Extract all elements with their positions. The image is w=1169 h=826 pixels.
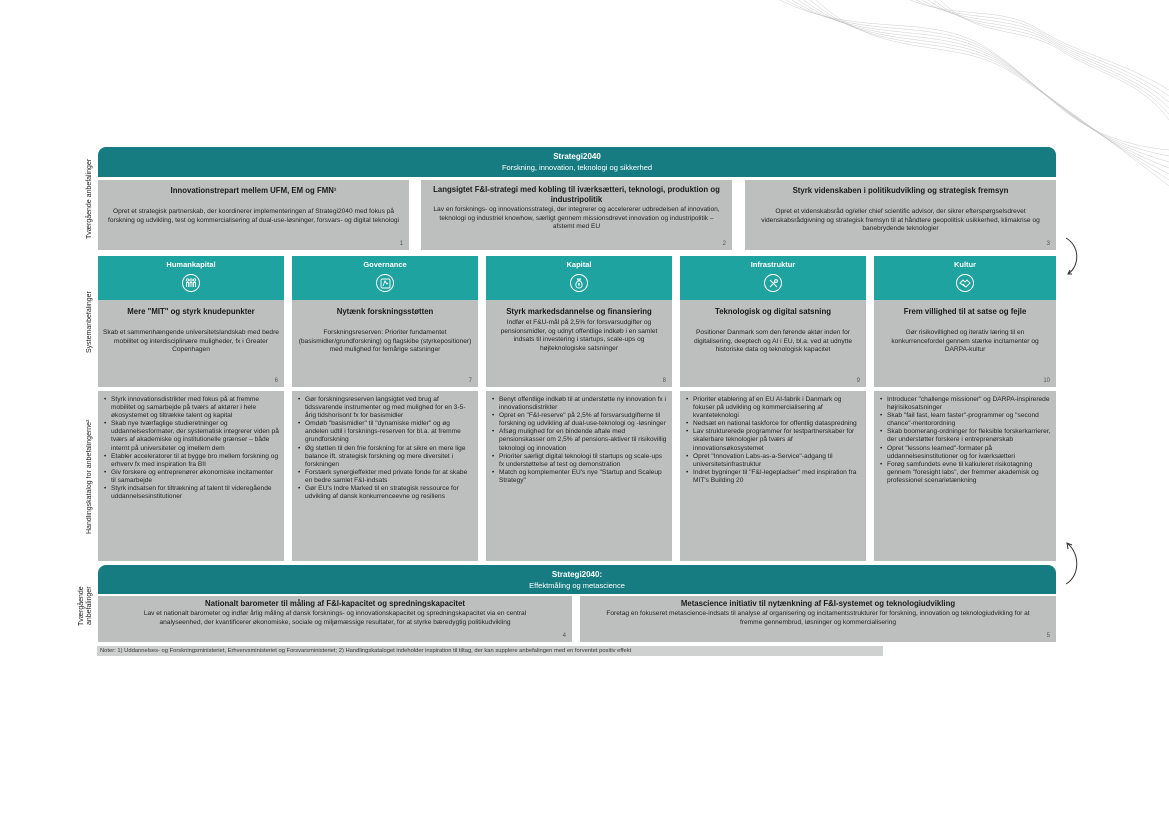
bottom-box-title: Nationalt barometer til måling af F&I-kapacitet og spredningskapacitet (205, 599, 465, 608)
top-box-number: 3 (1046, 241, 1050, 247)
list-item: • Benyt offentlige indkøb til at understøtte ny innovation fx i innovationsdistrikter (492, 396, 667, 412)
pillar-body: Gør risikovillighed og iterativ læring til en konkurrencefordel gennem stærke incitamenter og DARPA-kultur (891, 329, 1039, 353)
pillar-name: Governance (363, 260, 407, 269)
pillar-name: Kultur (953, 260, 977, 269)
bottom-box-1 (98, 596, 572, 642)
curved-arrow-up-icon (1058, 540, 1080, 586)
pillar-title: Nytænk forskningsstøtten (336, 307, 434, 316)
bottom-box-2 (580, 596, 1056, 642)
list-item: • Styrk innovationsdistrikter med fokus på at fremme mobilitet og samarbejde på tværs af aktører i hele økosystemet og tiltrække talent og kapital (104, 396, 279, 420)
top-box-title: Langsigtet F&I-strategi med kobling til iværksætteri, teknologi, produktion og industripolitik (433, 185, 720, 204)
handshake-icon (956, 274, 974, 292)
list-item: • Etabler acceleratorer til at bygge bro mellem forskning og erhverv fx med inspiration fra BII (104, 453, 279, 469)
pillar-body: Skab et sammenhængende universitetslandskab med bedre mobilitet og interdisciplinære muligheder, fx i Greater Copenhagen (103, 329, 279, 353)
list-item: • Omdøb "basismidler" til "dynamiske midler" og øg andelen udtil i forsknings-reserven for bl.a. at fremme grundforskning (298, 420, 473, 444)
pillar-header-governance (292, 256, 478, 300)
list-item: • Opret "Innovation Labs-as-a-Service"-adgang til universitetsinfrastruktur (686, 453, 861, 469)
pillar-title: Teknologisk og digital satsning (715, 307, 831, 316)
action-list-governance (292, 391, 478, 561)
pillar-header-kultur (874, 256, 1056, 300)
pillar-name: Infrastruktur (750, 260, 796, 269)
side-label-catalog: Handlingskatalog for anbefalingerne² (86, 419, 93, 535)
money-bag-icon (570, 274, 588, 292)
action-list-infrastruktur (680, 391, 866, 561)
footnotes: Noter: 1) Uddannelses- og Forskningsministeriet, Erhvervsministeriet og Forsvarsministeriet; 2) Handlingskataloget indeholder inspiration til tiltag, der kan supplere anbefalingen med en forventet positiv effekt (97, 646, 883, 656)
top-box-body: Opret et videnskabsråd og/eller chief scientific advisor, der sikrer efterspørgselsdrevet videnskabsrådgivning og strategisk fremsyn til at håndtere geopolitisk usikkerhed, klimakrise og banebrydende teknologier (761, 208, 1040, 232)
pillar-name: Kapital (566, 260, 592, 269)
pillar-box-kapital (486, 300, 672, 387)
top-box-2 (421, 180, 732, 250)
strategy-header (98, 147, 1056, 177)
top-box-body: Lav en forsknings- og innovationsstrategi, der integrerer og accelererer udbredelsen af innovation, teknologi og industriel knowhow, særligt gennem missionsdrevet innovation og industripolitik – afstemt med EU (433, 206, 720, 230)
strategy-title: Strategi2040 (553, 152, 601, 161)
pillar-number: 7 (468, 378, 472, 384)
list-item: • Introducer "challenge missioner" og DARPA-inspirerede højrisikosatsninger (880, 396, 1051, 412)
list-item: • Lav strukturerede programmer for testpartnerskaber for skalerbare teknologier på tværs af innovationsøkosystemet (686, 428, 861, 452)
pillar-number: 10 (1043, 378, 1050, 384)
strategy-subtitle: Forskning, innovation, teknologi og sikkerhed (501, 163, 653, 172)
compass-icon (376, 274, 394, 292)
curved-arrow-down-icon (1058, 236, 1080, 278)
list-item: • Prioriter etablering af en EU AI-fabrik i Danmark og fokuser på udvikling og kommercialisering af kvanteteknologi (686, 396, 861, 420)
list-item: • Gør forskningsreserven langsigtet ved brug af tidssvarende instrumenter og med mulighed for en 3-5-årig tidshorisont fx for basismidler (298, 396, 473, 420)
top-box-1 (98, 180, 409, 250)
people-icon (182, 274, 200, 292)
pillar-name: Humankapital (166, 260, 216, 269)
list-item: • Gør EU's Indre Marked til en strategisk ressource for udvikling af dansk konkurrenceevne og resiliens (298, 485, 473, 501)
list-item: • Nedsæt en national taskforce for offentlig dataspredning (686, 420, 861, 428)
top-box-number: 2 (722, 241, 726, 247)
list-item: • Øg støtten til den frie forskning for at sikre en mere lige balance ift. strategisk forskning og mere diversitet i forskningen (298, 445, 473, 469)
top-box-title: Innovationstrepart mellem UFM, EM og FMN¹ (170, 186, 337, 195)
pillar-body: Forskningsreserven: Prioriter fundamentet (basismidler/grundforskning) og flagskibe (styrkepositioner) med mulighed for femårige satsninger (298, 329, 472, 353)
bottom-box-number: 4 (562, 633, 566, 639)
effect-header (98, 565, 1056, 594)
list-item: • Styrk indsatsen for tiltrækning af talent til videregående uddannelsesinstitutioner (104, 485, 279, 501)
pillar-header-kapital (486, 256, 672, 300)
top-box-title: Styrk videnskaben i politikudvikling og strategisk fremsyn (792, 186, 1009, 195)
list-item: • Match og komplementer EU's nye "Startup and Scaleup Strategy" (492, 469, 667, 485)
list-item: • Giv forskere og entreprenører økonomiske incitamenter til samarbejde (104, 469, 279, 485)
side-label-system: Systemanbefalinger (86, 291, 93, 353)
list-item: • Forstærk synergieffekter med private fonde for at skabe en bedre samlet F&I-indsats (298, 469, 473, 485)
side-label-bottom: Tværgående anbefalinger (78, 586, 93, 626)
list-item: • Indret bygninger til "F&I-legepladser" med inspiration fra MIT's Building 20 (686, 469, 861, 485)
pillar-title: Mere "MIT" og styrk knudepunkter (127, 307, 255, 316)
list-item: • Opret "lessons learned"-formater på uddannelsesinstitutioner og for iværksætteri (880, 445, 1051, 461)
action-list-humankapital (98, 391, 284, 561)
pillar-header-humankapital (98, 256, 284, 300)
list-item: • Opret en "F&I-reserve" på 2,5% af forsvarsudgifterne til forskning og udvikling af dual-use-teknologi og -løsninger (492, 412, 667, 428)
bottom-box-body: Foretag en fokuseret metascience-indsats til analyse af organisering og incitamentsstrukturer for forskning, innovation og teknologiudvikling for at fremme gennembrud, løsninger og kommercialisering (606, 610, 1030, 626)
pillar-box-infrastruktur (680, 300, 866, 387)
pillar-title: Frem villighed til at satse og fejle (903, 307, 1027, 316)
pillar-title: Styrk markedsdannelse og finansiering (506, 307, 652, 316)
list-item: • Afsøg mulighed for en bindende aftale med pensionskasser om 2,5% af pensions-aktiver til risikovillig teknologi og innovation (492, 428, 667, 452)
effect-subtitle: Effektmåling og metascience (529, 581, 625, 590)
list-item: • Skab boomerang-ordninger for fleksible forskerkarrierer, der understøtter forskere i entreprenørskab (880, 428, 1051, 444)
list-item: • Forøg samfundets evne til kalkuleret risikotagning gennem "foresight labs", der fremmer akademisk og professionel scenarietænkning (880, 461, 1051, 485)
list-item: • Skab "fail fast, learn faster"-programmer og "second chance"-mentorordning (880, 412, 1051, 428)
bottom-box-title: Metascience initiativ til nytænkning af F&I-systemet og teknologiudvikling (680, 599, 956, 608)
top-box-body: Opret et strategisk partnerskab, der koordinerer implementeringen af Strategi2040 med fokus på forskning og udvikling, test og kommercialisering af dual-use-løsninger, forsvars- og digital teknologi (108, 208, 399, 224)
pillar-number: 8 (662, 378, 666, 384)
pillar-number: 6 (274, 378, 278, 384)
top-box-3 (745, 180, 1056, 250)
action-list-kultur (874, 391, 1056, 561)
list-item: • Prioriter særligt digital teknologi til startups og scale-ups fx understøttelse af test og demonstration (492, 453, 667, 469)
tools-icon (764, 274, 782, 292)
list-item: • Skab nye tværfaglige studieretninger og uddannelsesformater, der systematisk integrerer viden på tværs af akademiske og institutionelle grænser – både internt på universiteter og imellem dem (104, 420, 279, 452)
pillar-box-kultur (874, 300, 1056, 387)
pillar-header-infrastruktur (680, 256, 866, 300)
pillar-body: Positioner Danmark som den førende aktør inden for digitalisering, deeptech og AI i EU, bl.a. ved at udnytte historiske data og teknologisk kapacitet (694, 329, 852, 353)
pillar-body: Indfør et F&U-mål på 2,5% for forsvarsudgifter og pensionsmidler, og udnyt offentlige indkøb i en samlet indsats til investering i startups, scale-ups og højteknologiske satsninger (500, 319, 658, 352)
top-box-number: 1 (399, 241, 403, 247)
side-label-top: Tværgående anbefalinger (86, 158, 93, 240)
pillar-box-governance (292, 300, 478, 387)
effect-title: Strategi2040: (551, 570, 603, 579)
pillar-box-humankapital (98, 300, 284, 387)
bottom-box-number: 5 (1046, 633, 1050, 639)
pillar-number: 9 (856, 378, 860, 384)
bottom-box-body: Lav et nationalt barometer og indfør årlig måling af dansk forsknings- og innovationskapacitet og spredningskapacitet via en central analyseenhed, der kvantificerer økonomiske, sociale og miljømæssige resultater, for at styrke bæredygtig politikudvikling (143, 610, 527, 626)
action-list-kapital (486, 391, 672, 561)
